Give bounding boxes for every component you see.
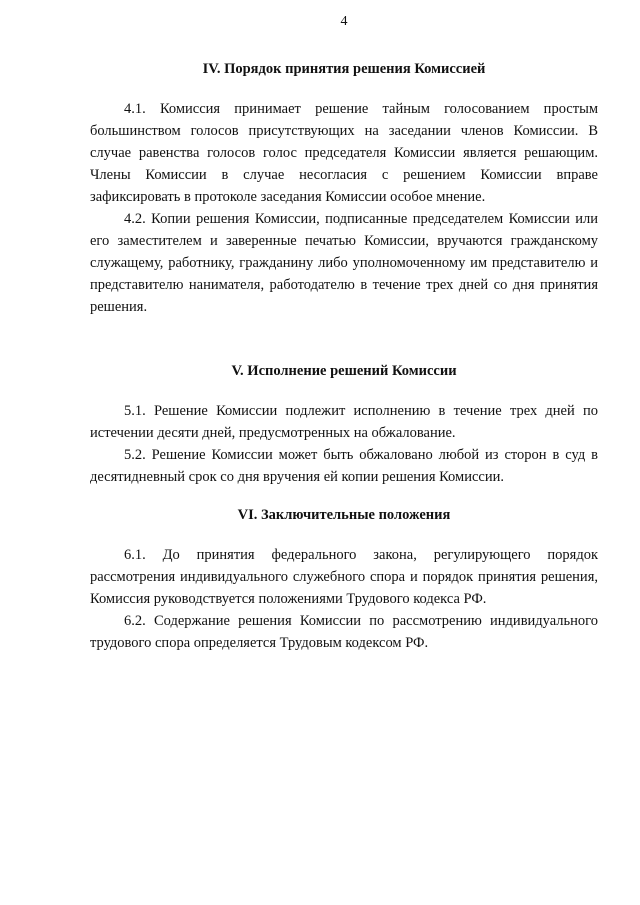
paragraph-6-1: 6.1. До принятия федерального закона, регулирующего порядок рассмотрения индивидуального служебного спора и порядок принятия решения, Комиссия руководствуется положениями Трудового кодекса РФ. — [90, 547, 598, 607]
paragraph-4-2: 4.2. Копии решения Комиссии, подписанные председателем Комиссии или его заместителем и заверенные печатью Комиссии, вручаются гражданскому служащему, работнику, гражданину либо уполномоченному им представителю и представителю нанимателя, работодателю в течение трех дней со дня принятия решения. — [90, 211, 598, 315]
section-iv — [90, 60, 598, 318]
page-number: 4 — [340, 14, 348, 29]
paragraph-5-2: 5.2. Решение Комиссии может быть обжаловано любой из сторон в суд в десятидневный срок со дня вручения ей копии решения Комиссии. — [90, 447, 598, 485]
section-v — [90, 362, 598, 488]
paragraph-5-1: 5.1. Решение Комиссии подлежит исполнению в течение трех дней по истечении десяти дней, предусмотренных на обжалование. — [90, 403, 598, 441]
paragraph-6-2: 6.2. Содержание решения Комиссии по рассмотрению индивидуального трудового спора определяется Трудовым кодексом РФ. — [90, 613, 598, 651]
section-title-v: V. Исполнение решений Комиссии — [231, 363, 457, 379]
paragraph-4-1: 4.1. Комиссия принимает решение тайным голосованием простым большинством голосов присутствующих на заседании членов Комиссии. В случае равенства голосов голос председателя Комиссии является решающим. Члены Комиссии в случае несогласия с решением Комиссии вправе зафиксировать в протоколе заседания Комиссии особое мнение. — [90, 101, 598, 205]
section-title-iv: IV. Порядок принятия решения Комиссией — [202, 61, 486, 77]
section-title-vi: VI. Заключительные положения — [237, 507, 451, 523]
section-vi — [90, 506, 598, 654]
